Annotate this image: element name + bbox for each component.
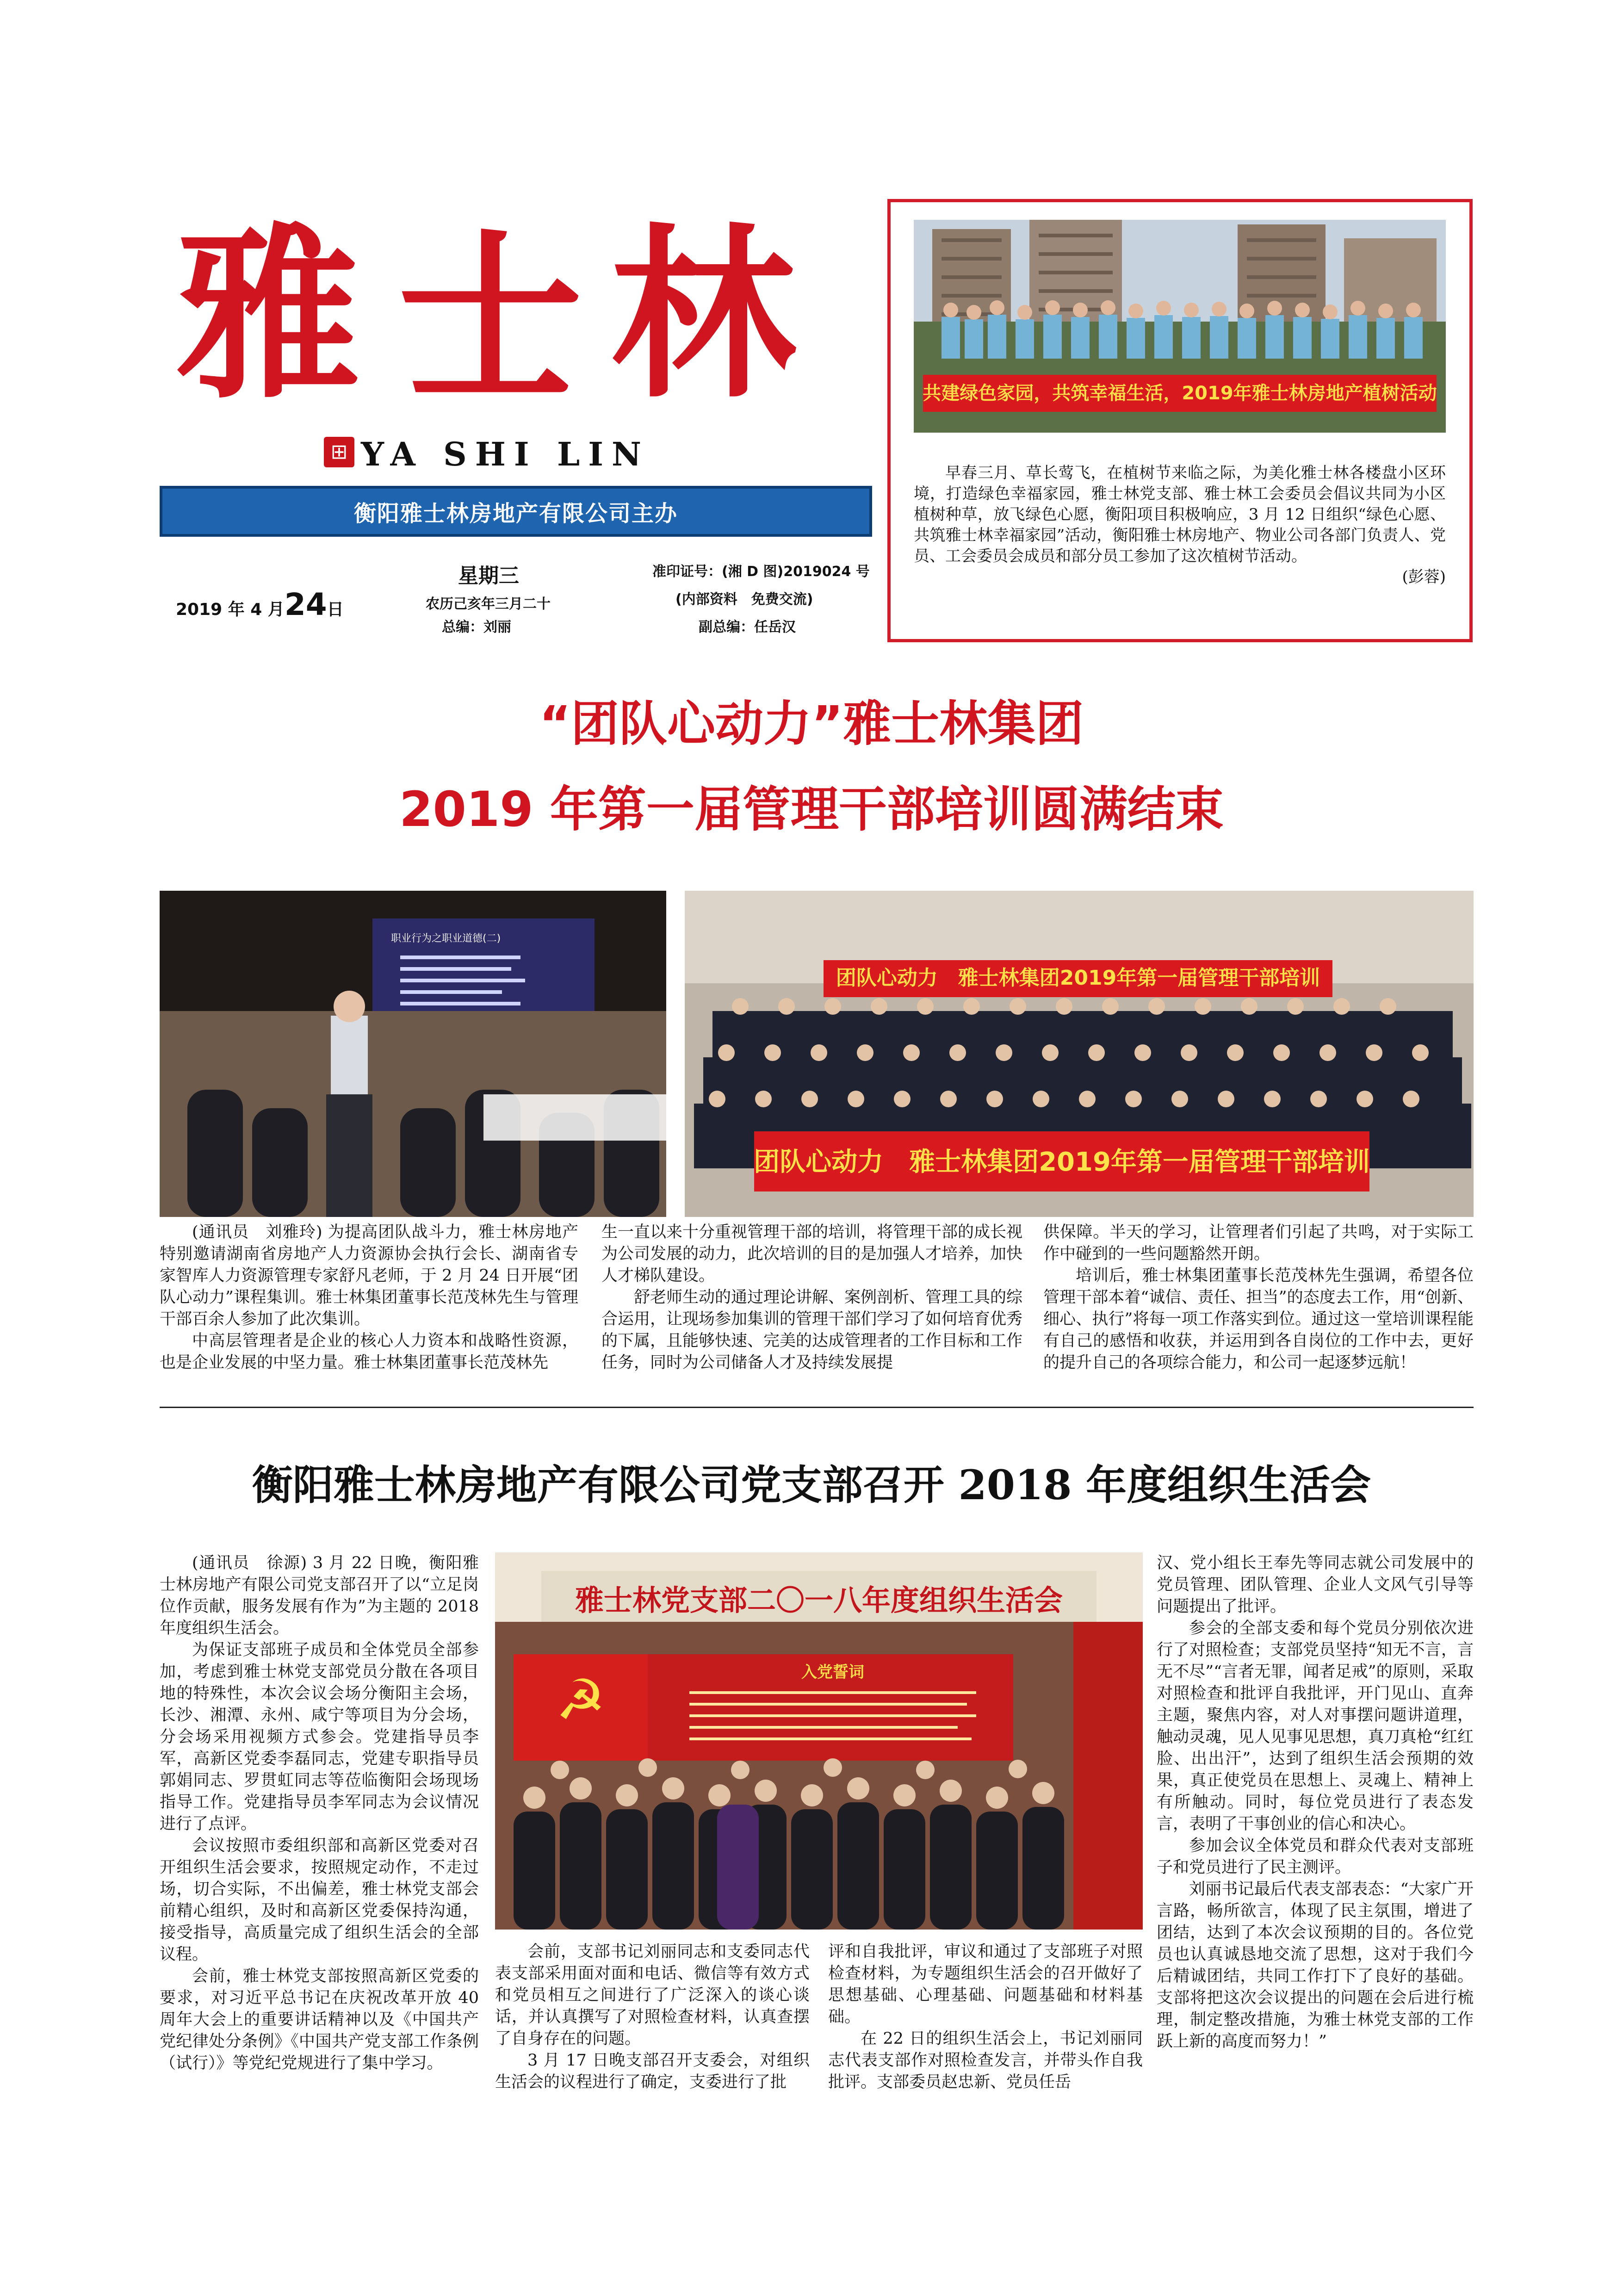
story2-paragraph: 汉、党小组长王奉先等同志就公司发展中的党员管理、团队管理、企业人文风气引导等问题提出了批评。 xyxy=(1157,1554,1474,1616)
story1-headline-line1: “团队心动力”雅士林集团 xyxy=(539,695,1084,752)
story1-column-2 xyxy=(601,1222,1022,1374)
chief-editor: 总编：刘丽 xyxy=(442,619,511,635)
story1-paragraph: 舒老师生动的通过理论讲解、案例剖析、管理工具的综合运用，让现场参加集训的管理干部们学习了如何培育优秀的下属，且能够快速、完美的达成管理者的工作目标和工作任务，同时为公司储备人才及持续发展提 xyxy=(601,1288,1023,1372)
issue-date xyxy=(176,587,344,622)
story2-column-1 xyxy=(160,1552,479,2074)
deputy-editor: 副总编：任岳汉 xyxy=(699,619,796,635)
story2-paragraph: 评和自我批评，审议和通过了支部班子对照检查材料，为专题组织生活会的召开做好了思想基础、心理基础、问题基础和材料基础。 xyxy=(828,1942,1143,2026)
caption-byline: (彭蓉) xyxy=(1402,568,1446,586)
lunar-date: 农历己亥年三月二十 xyxy=(426,596,551,612)
story2-paragraph: 在 22 日的组织生活会上，书记刘丽同志代表支部作对照检查发言，并带头作自我批评。支部委员赵忠新、党员任岳 xyxy=(828,2029,1143,2091)
caption-paragraph: 早春三月、草长莺飞，在植树节来临之际，为美化雅士林各楼盘小区环境，打造绿色幸福家园，雅士林党支部、雅士林工会委员会倡议共同为小区植树种草，放飞绿色心愿，衡阳项目积极响应，3 月 12 日组织“绿色心愿、共筑雅士林幸福家园”活动，衡阳雅士林房地产、物业公司各部门负责人、党员、工会委员会成员和部分员工参加了这次植树节活动。 xyxy=(914,464,1446,565)
masthead-char: 雅 xyxy=(176,206,361,416)
story1-paragraph: (通讯员 刘雅玲) 为提高团队战斗力，雅士林房地产特别邀请湖南省房地产人力资源协会执行会长、湖南省专家智库人力资源管理专家舒凡老师，于 2 月 24 日开展“团队心动力”课程集训。雅士林集团董事长范茂林先生与管理干部百余人参加了此次集训。 xyxy=(160,1223,578,1328)
story2-paragraph: 会前，支部书记刘丽同志和支委同志代表支部采用面对面和电话、微信等有效方式和党员相互之间进行了广泛深入的谈心谈话，并认真撰写了对照检查材料，认真查摆了自身存在的问题。 xyxy=(495,1942,810,2048)
story1-column-1 xyxy=(160,1222,578,1374)
tree-planting-caption xyxy=(914,463,1446,588)
masthead-char: 士 xyxy=(398,211,583,416)
story2-headline: 衡阳雅士林房地产有限公司党支部召开 2018 年度组织生活会 xyxy=(252,1461,1371,1509)
story2-paragraph: 会前，雅士林党支部按照高新区党委的要求，对习近平总书记在庆祝改革开放 40 周年大会上的重要讲话精神以及《中国共产党纪律处分条例》《中国共产党支部工作条例（试行）》等党纪党规进行了集中学习。 xyxy=(160,1967,479,2073)
story2-paragraph: 为保证支部班子成员和全体党员全部参加，考虑到雅士林党支部党员分散在各项目地的特殊性，本次会议会场分衡阳主会场，长沙、湘潭、永州、咸宁等项目为分会场，分会场采用视频方式参会。党建指导员李军，高新区党委李磊同志，党建专职指导员郭娟同志、罗贯虹同志等莅临衡阳会场现场指导工作。党建指导员李军同志为会议情况进行了点评。 xyxy=(160,1641,479,1833)
story1-paragraph: 生一直以来十分重视管理干部的培训，将管理干部的成长视为公司发展的动力，此次培训的目的是加强人才培养，加快人才梯队建设。 xyxy=(601,1223,1023,1285)
masthead-roman: YA SHI LIN xyxy=(361,435,650,473)
story1-headline-line2: 2019 年第一届管理干部培训圆满结束 xyxy=(399,781,1224,838)
story2-column-2 xyxy=(495,1941,810,2093)
oath-board-title: 入党誓词 xyxy=(801,1663,864,1682)
masthead-logo xyxy=(167,204,824,416)
sponsor-text: 衡阳雅士林房地产有限公司主办 xyxy=(353,500,678,527)
slide-title: 职业行为之职业道德(二) xyxy=(391,933,501,944)
section-divider xyxy=(160,1407,1474,1408)
story2-paragraph: 刘丽书记最后代表支部表态：“大家广开言路，畅所欲言，体现了民主氛围，增进了团结，达到了本次会议预期的目的。各位党员也认真诚恳地交流了思想，这对于我们今后精诚团结，共同工作打下了良好的基础。支部将把这次会议提出的问题在会后进行梳理，制定整改措施，为雅士林党支部的工作跃上新的高度而努力！” xyxy=(1157,1880,1474,2051)
training-lecture-photo xyxy=(160,891,666,1217)
story2-paragraph: (通讯员 徐源) 3 月 22 日晚，衡阳雅士林房地产有限公司党支部召开了以“立足岗位作贡献，服务发展有作为”为主题的 2018 年度组织生活会。 xyxy=(160,1554,479,1638)
date-day: 24 xyxy=(284,587,327,622)
logo-mark-icon: ⊞ xyxy=(324,437,354,467)
svg-text:☭: ☭ xyxy=(556,1668,606,1732)
masthead-char: 林 xyxy=(611,206,796,416)
story2-paragraph: 3 月 17 日晚支部召开支委会，对组织生活会的议程进行了确定，支委进行了批 xyxy=(495,2051,810,2091)
tree-planting-photo xyxy=(914,220,1446,433)
story1-paragraph: 供保障。半天的学习，让管理者们引起了共鸣，对于实际工作中碰到的一些问题豁然开朗。 xyxy=(1043,1223,1474,1263)
story1-paragraph: 中高层管理者是企业的核心人力资本和战略性资源，也是企业发展的中坚力量。雅士林集团董事长范茂林先 xyxy=(160,1332,578,1372)
training-banner-text: 团队心动力 雅士林集团2019年第一届管理干部培训 xyxy=(754,1147,1370,1177)
party-meeting-photo xyxy=(495,1552,1143,1930)
date-prefix: 2019 年 4 月 xyxy=(176,600,285,619)
story2-column-4 xyxy=(1157,1552,1474,2053)
print-permit: 准印证号：(湘 D 图)2019024 号 xyxy=(652,564,870,580)
story1-paragraph: 培训后，雅士林集团董事长范茂林先生强调，希望各位管理干部本着“诚信、责任、担当”的态度去工作，用“创新、细心、执行”将每一项工作落实到位。通过这一堂培训课程能有自己的感悟和收获，并运用到各自岗位的工作中去，更好的提升自己的各项综合能力，和公司一起逐梦远航！ xyxy=(1043,1266,1474,1372)
story2-paragraph: 参会的全部支委和每个党员分别依次进行了对照检查；支部党员坚持“知无不言，言无不尽”“言者无罪，闻者足戒”的原则，采取对照检查和批评自我批评，开门见山、直奔主题，聚焦内容，对人对事摆问题讲道理，触动灵魂，见人见事见思想，真刀真枪“红红脸、出出汗”，达到了组织生活会预期的效果，真正使党员在思想上、灵魂上、精神上有所触动。同时，每位党员进行了表态发言，表明了干事创业的信心和决心。 xyxy=(1157,1619,1474,1833)
internal-note: (内部资料 免费交流) xyxy=(675,591,813,608)
date-suffix: 日 xyxy=(327,600,344,619)
photo-top-banner: 团队心动力 雅士林集团2019年第一届管理干部培训 xyxy=(836,966,1320,990)
sponsor-bar xyxy=(160,486,872,537)
story2-paragraph: 会议按照市委组织部和高新区党委对召开组织生活会要求，按照规定动作，不走过场，切合实际，不出偏差，雅士林党支部会前精心组织，及时和高新区党委保持沟通，接受指导，高质量完成了组织生活会的全部议程。 xyxy=(160,1837,479,1964)
story2-column-3 xyxy=(828,1941,1143,2093)
meeting-banner-text: 雅士林党支部二〇一八年度组织生活会 xyxy=(575,1583,1063,1617)
story2-paragraph: 参加会议全体党员和群众代表对支部班子和党员进行了民主测评。 xyxy=(1157,1837,1474,1877)
tree-banner-text: 共建绿色家园，共筑幸福生活，2019年雅士林房地产植树活动 xyxy=(923,383,1437,404)
story1-column-3 xyxy=(1043,1222,1474,1374)
weekday: 星期三 xyxy=(458,564,519,588)
training-group-photo xyxy=(685,891,1474,1217)
